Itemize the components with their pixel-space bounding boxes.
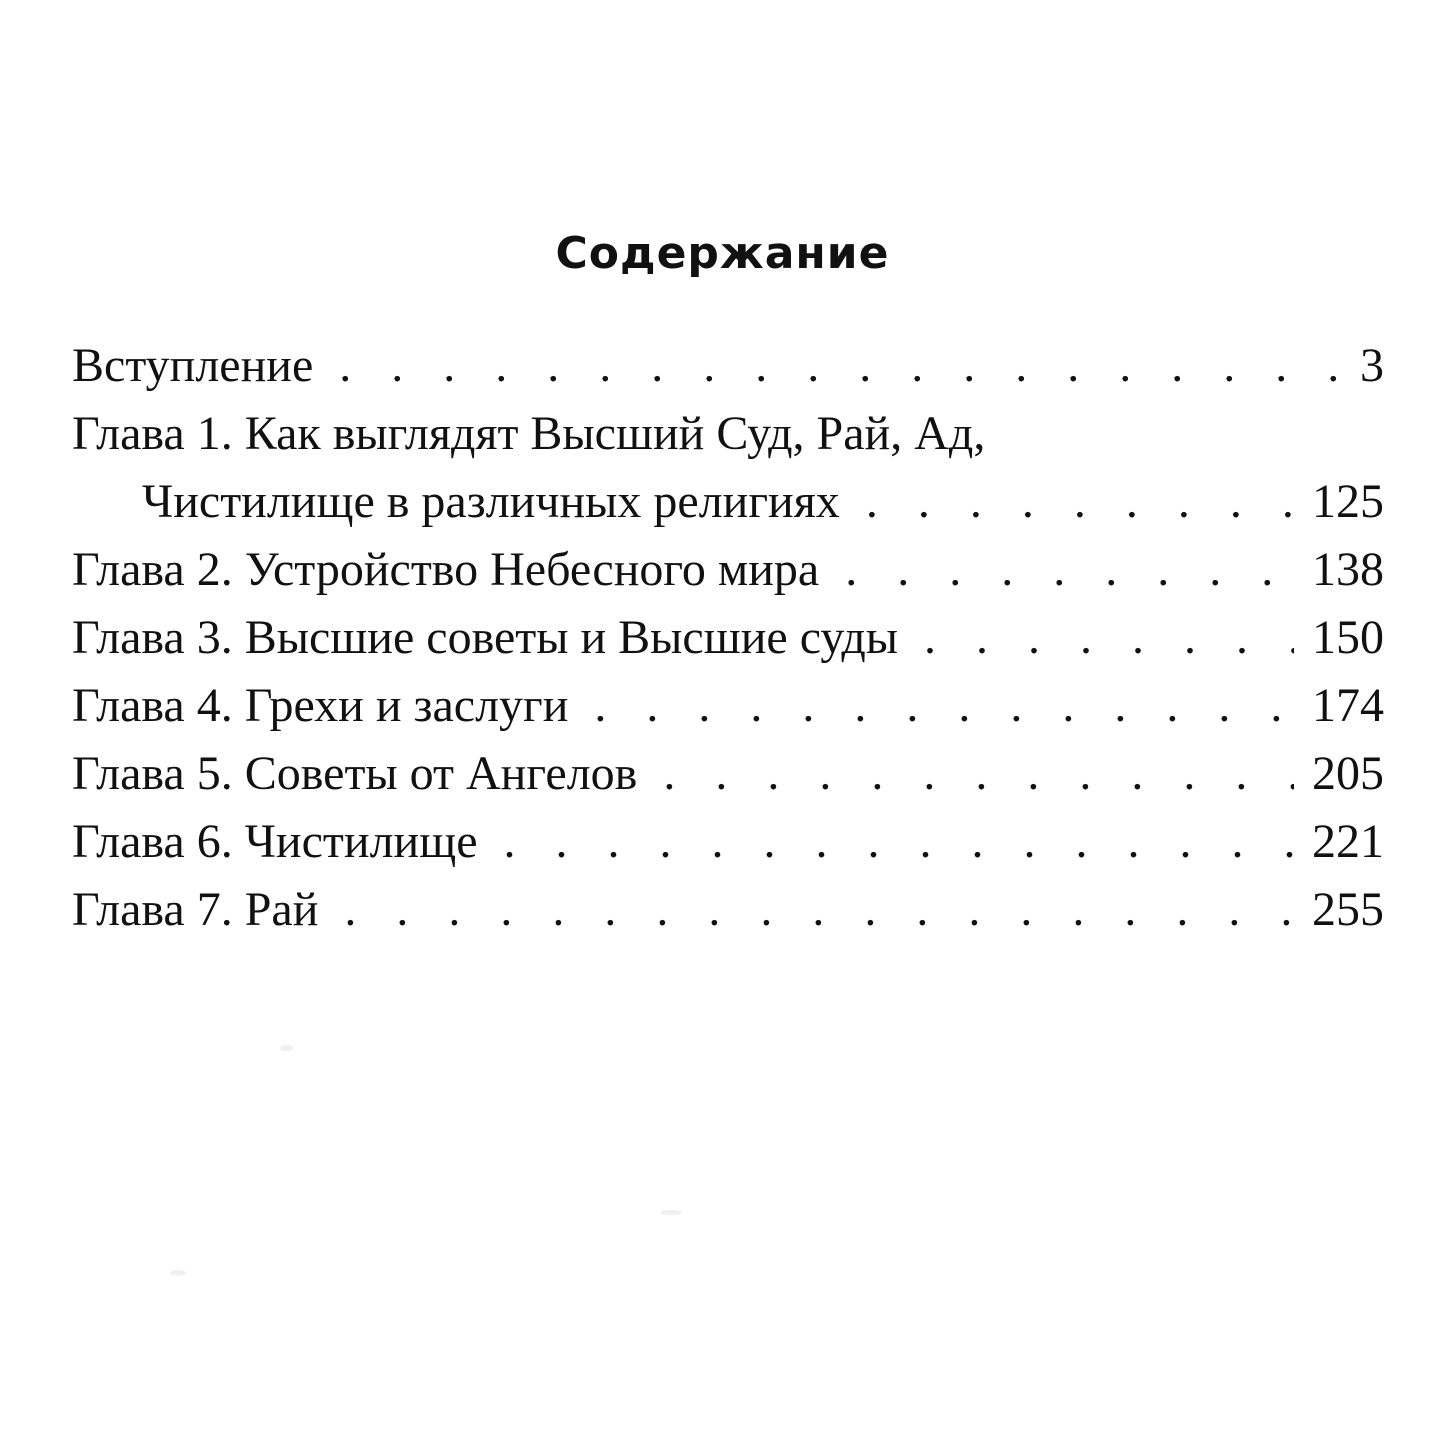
toc-entry-text: Глава 1. Как выглядят Высший Суд, Рай, Ад,	[72, 407, 986, 460]
dot-leader	[663, 740, 1294, 808]
toc-entry-text: Глава 6. Чистилище	[72, 815, 478, 868]
dot-leader	[924, 604, 1294, 672]
toc-entry-chapter-3	[72, 604, 1384, 672]
toc-page-number: 3	[1360, 339, 1384, 392]
page-title: Содержание	[555, 228, 890, 279]
dot-leader	[866, 468, 1294, 536]
dot-leader	[504, 808, 1295, 876]
toc-entry-chapter-4	[72, 672, 1384, 740]
toc-entry-text: Глава 3. Высшие советы и Высшие суды	[72, 611, 899, 664]
toc-entry-text: Глава 7. Рай	[72, 883, 319, 936]
dot-leader	[344, 876, 1294, 944]
table-of-contents	[72, 332, 1384, 944]
toc-page-number: 255	[1312, 883, 1384, 936]
print-smudge	[660, 1210, 682, 1215]
toc-entry-chapter-1-continuation	[72, 468, 1384, 536]
toc-entry-chapter-7	[72, 876, 1384, 944]
toc-entry-introduction	[72, 332, 1384, 400]
toc-page-number: 174	[1312, 679, 1384, 732]
toc-entry-text-continuation: Чистилище в различных религиях	[142, 475, 840, 528]
dot-leader	[594, 672, 1294, 740]
toc-entry-text: Глава 2. Устройство Небесного мира	[72, 543, 820, 596]
dot-leader	[339, 332, 1342, 400]
dot-leader	[845, 536, 1294, 604]
print-smudge	[280, 1045, 294, 1051]
toc-page-number: 138	[1312, 543, 1384, 596]
toc-entry-text: Вступление	[72, 339, 314, 392]
toc-entry-chapter-5	[72, 740, 1384, 808]
toc-entry-text: Глава 5. Советы от Ангелов	[72, 747, 638, 800]
toc-page-number: 205	[1312, 747, 1384, 800]
toc-entry-chapter-1	[72, 400, 1384, 468]
toc-entry-chapter-6	[72, 808, 1384, 876]
toc-entry-chapter-2	[72, 536, 1384, 604]
toc-entry-text: Глава 4. Грехи и заслуги	[72, 679, 569, 732]
toc-page-number: 150	[1312, 611, 1384, 664]
print-smudge	[170, 1270, 186, 1276]
toc-page-number: 125	[1312, 475, 1384, 528]
toc-page-number: 221	[1312, 815, 1384, 868]
